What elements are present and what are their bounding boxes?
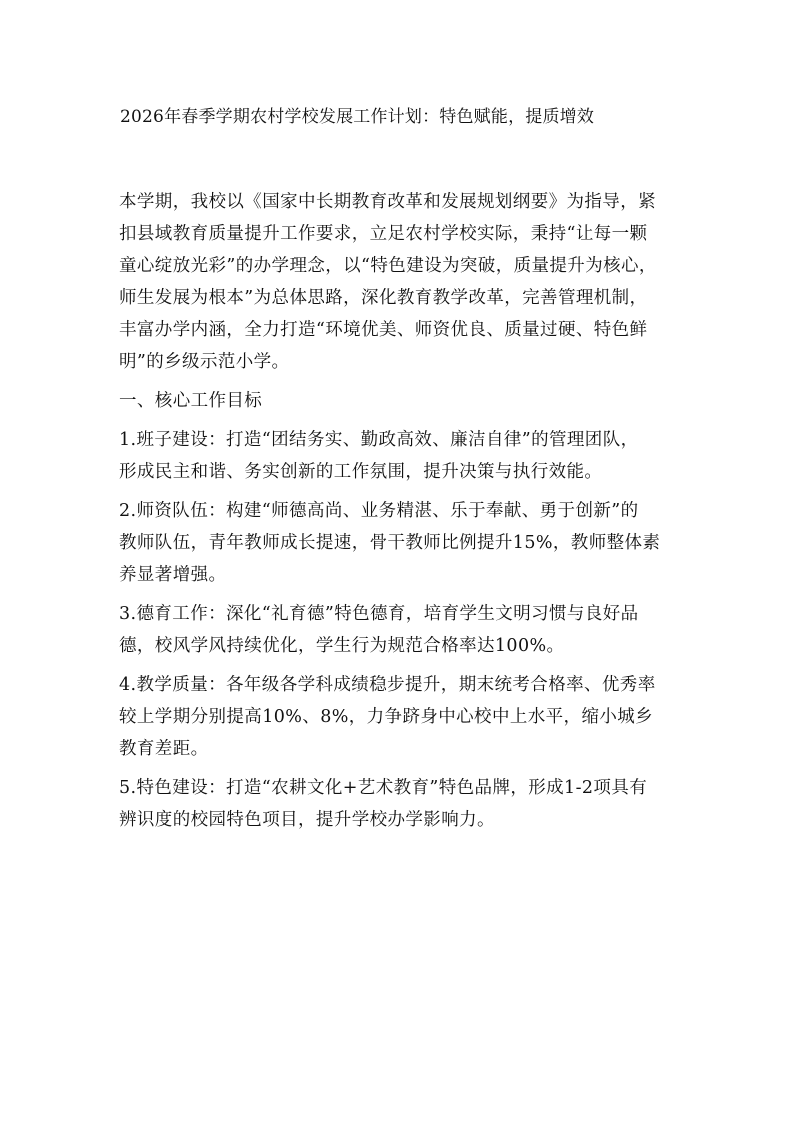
- paragraph-line: 师生发展为根本”为总体思路，深化教育教学改革，完善管理机制，: [119, 288, 648, 308]
- goal-item-line: 教育差距。: [119, 739, 209, 759]
- paragraph-gap: [119, 378, 681, 385]
- goal-item-line: 1.班子建设：打造“团结务实、勤政高效、廉洁自律”的管理团队，: [119, 430, 639, 450]
- goal-item-line: 5.特色建设：打造“农耕文化+艺术教育”特色品牌，形成1-2项具有: [119, 778, 648, 798]
- paragraph-gap: [119, 662, 681, 669]
- paragraph-gap: [119, 591, 681, 598]
- intro-paragraph: [119, 186, 681, 378]
- paragraph-gap: [119, 417, 681, 424]
- paragraph-line: 童心绽放光彩”的办学理念，以“特色建设为突破，质量提升为核心，: [119, 256, 657, 276]
- goal-item-3: [119, 598, 681, 662]
- section-heading: 一、核心工作目标: [119, 391, 263, 411]
- paragraph-line: 明”的乡级示范小学。: [119, 352, 290, 372]
- goal-item-2: [119, 495, 681, 591]
- paragraph-gap: [119, 765, 681, 772]
- goal-item-line: 4.教学质量：各年级各学科成绩稳步提升，期末统考合格率、优秀率: [119, 675, 656, 695]
- document-title: 2026年春季学期农村学校发展工作计划：特色赋能，提质增效: [120, 107, 595, 127]
- paragraph-line: 本学期，我校以《国家中长期教育改革和发展规划纲要》为指导，紧: [119, 192, 656, 212]
- paragraph-line: 丰富办学内涵，全力打造“环境优美、师资优良、质量过硬、特色鲜: [119, 320, 648, 340]
- goal-item-line: 形成民主和谐、务实创新的工作氛围，提升决策与执行效能。: [119, 462, 603, 482]
- goal-item-line: 教师队伍，青年教师成长提速，骨干教师比例提升15%，教师整体素: [119, 533, 661, 553]
- goal-item-line: 较上学期分别提高10%、8%，力争跻身中心校中上水平，缩小城乡: [119, 707, 654, 727]
- goal-item-4: [119, 669, 681, 765]
- goal-item-line: 3.德育工作：深化“礼育德”特色德育，培育学生文明习惯与良好品: [119, 604, 639, 624]
- goal-item-line: 养显著增强。: [119, 565, 227, 585]
- paragraph-gap: [119, 488, 681, 495]
- paragraph-line: 扣县域教育质量提升工作要求，立足农村学校实际，秉持“让每一颗: [119, 224, 648, 244]
- goal-item-5: [119, 772, 681, 836]
- goal-item-1: [119, 424, 681, 488]
- goal-item-line: 辨识度的校园特色项目，提升学校办学影响力。: [119, 810, 495, 830]
- goal-item-line: 2.师资队伍：构建“师德高尚、业务精湛、乐于奉献、勇于创新”的: [119, 501, 639, 521]
- document-body: [119, 186, 681, 836]
- goal-item-line: 德，校风学风持续优化，学生行为规范合格率达100%。: [119, 636, 565, 656]
